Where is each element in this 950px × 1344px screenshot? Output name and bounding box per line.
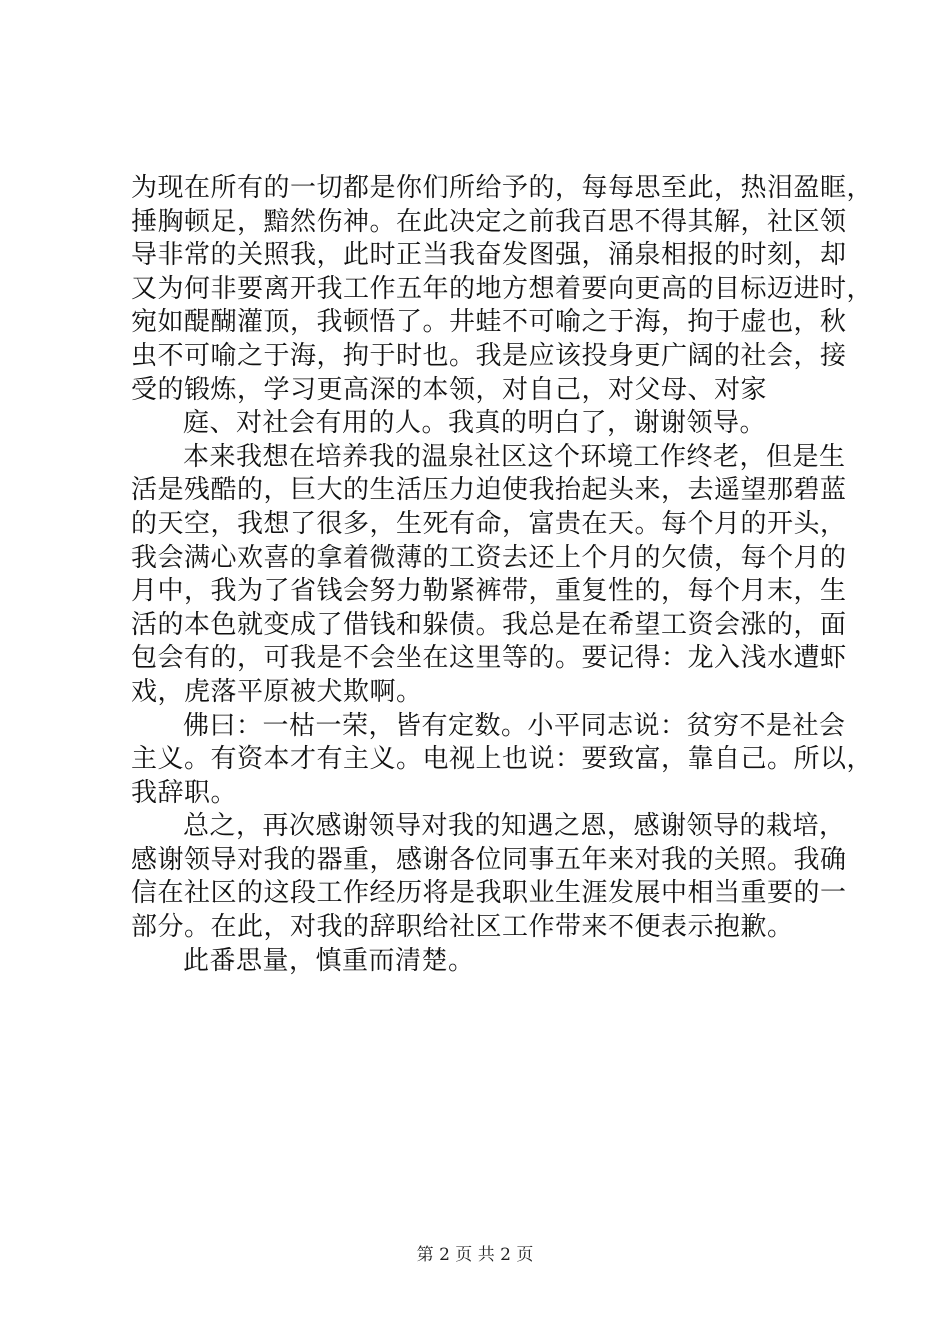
page-number-footer: 第 2 页 共 2 页 <box>416 1245 534 1265</box>
text-line: 又为何非要离开我工作五年的地方想着要向更高的目标迈进时， <box>131 273 874 304</box>
text-line: 主义。有资本才有主义。电视上也说：要致富，靠自己。所以， <box>131 744 874 775</box>
text-line: 导非常的关照我，此时正当我奋发图强，涌泉相报的时刻，却 <box>131 240 847 271</box>
paragraph-start-line: 总之，再次感谢领导对我的知遇之恩，感谢领导的栽培， <box>183 811 846 842</box>
paragraph-start-line: 佛曰：一枯一荣，皆有定数。小平同志说：贫穷不是社会 <box>183 710 846 741</box>
text-line: 信在社区的这段工作经历将是我职业生涯发展中相当重要的一 <box>131 878 847 909</box>
text-line: 受的锻炼，学习更高深的本领，对自己，对父母、对家 <box>131 374 768 405</box>
text-line: 虫不可喻之于海，拘于时也。我是应该投身更广阔的社会，接 <box>131 340 847 371</box>
text-line: 我会满心欢喜的拿着微薄的工资去还上个月的欠债，每个月的 <box>131 542 847 573</box>
text-line: 为现在所有的一切都是你们所给予的，每每思至此，热泪盈眶， <box>131 173 874 203</box>
text-line: 庭、对社会有用的人。我真的明白了，谢谢领导。 <box>183 408 767 439</box>
paragraph-start-line: 本来我想在培养我的温泉社区这个环境工作终老，但是生 <box>183 441 846 472</box>
text-line: 我辞职。 <box>131 777 238 808</box>
text-line: 感谢领导对我的器重，感谢各位同事五年来对我的关照。我确 <box>131 844 847 875</box>
text-line: 活是残酷的，巨大的生活压力迫使我抬起头来，去遥望那碧蓝 <box>131 475 847 506</box>
text-line: 月中，我为了省钱会努力勒紧裤带，重复性的，每个月末，生 <box>131 576 847 607</box>
paragraph-start-line: 此番思量，慎重而清楚。 <box>183 945 475 976</box>
text-line: 部分。在此，对我的辞职给社区工作带来不便表示抱歉。 <box>131 912 794 943</box>
text-line: 戏，虎落平原被犬欺啊。 <box>131 676 423 707</box>
text-line: 的天空，我想了很多，生死有命，富贵在天。每个月的开头， <box>131 508 847 539</box>
text-line: 宛如醍醐灌顶，我顿悟了。井蛙不可喻之于海，拘于虚也，秋 <box>131 307 847 338</box>
text-line: 捶胸顿足，黯然伤神。在此决定之前我百思不得其解，社区领 <box>131 206 847 237</box>
text-line: 包会有的，可我是不会坐在这里等的。要记得：龙入浅水遭虾 <box>131 643 847 674</box>
letter-body <box>131 172 874 978</box>
text-line: 活的本色就变成了借钱和躲债。我总是在希望工资会涨的，面 <box>131 609 847 640</box>
